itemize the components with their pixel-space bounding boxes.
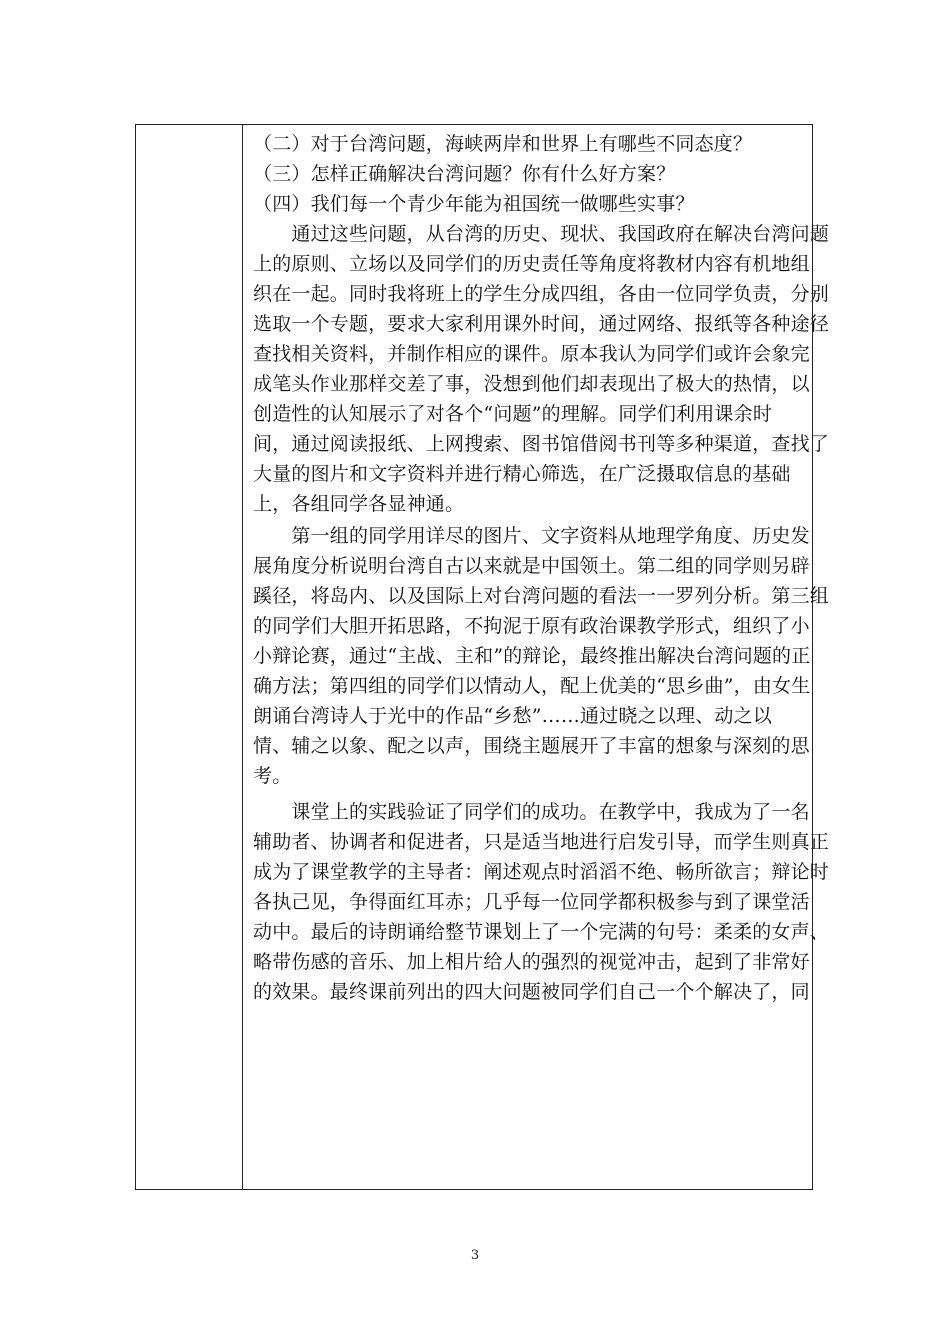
text-line: 上，各组同学各显神通。 <box>253 493 465 515</box>
text-line: 查找相关资料，并制作相应的课件。原本我认为同学们或许会象完 <box>253 343 810 365</box>
text-line: 展角度分析说明台湾自古以来就是中国领土。第二组的同学则另辟 <box>253 555 810 577</box>
text-line: 织在一起。同时我将班上的学生分成四组，各由一位同学负责，分别 <box>253 283 830 305</box>
text-line: 通过这些问题，从台湾的历史、现状、我国政府在解决台湾问题 <box>253 223 830 245</box>
text-line: 大量的图片和文字资料并进行精心筛选，在广泛摄取信息的基础 <box>253 463 791 485</box>
text-line: 略带伤感的音乐、加上相片给人的强烈的视觉冲击，起到了非常好 <box>253 951 810 973</box>
text-line: 课堂上的实践验证了同学们的成功。在教学中，我成为了一名 <box>253 801 810 823</box>
text-line: 蹊径，将岛内、以及国际上对台湾问题的看法一一罗列分析。第三组 <box>253 585 830 607</box>
text-line: 各执己见，争得面红耳赤；几乎每一位同学都积极参与到了课堂活 <box>253 891 810 913</box>
text-line: 第一组的同学用详尽的图片、文字资料从地理学角度、历史发 <box>253 525 810 547</box>
paragraph-2 <box>253 521 830 791</box>
text-line: 创造性的认知展示了对各个“问题”的理解。同学们利用课余时 <box>253 403 773 425</box>
text-line: 选取一个专题，要求大家利用课外时间，通过网络、报纸等各种途径 <box>253 313 830 335</box>
question-line: （三）怎样正确解决台湾问题？你有什么好方案？ <box>253 163 676 185</box>
table-left-column <box>136 125 243 1189</box>
text-line: 的效果。最终课前列出的四大问题被同学们自己一个个解决了，同 <box>253 981 810 1003</box>
text-line: 情、辅之以象、配之以声，围绕主题展开了丰富的想象与深刻的思 <box>253 735 810 757</box>
question-line: （四）我们每一个青少年能为祖国统一做哪些实事？ <box>253 193 695 215</box>
text-line: 成笔头作业那样交差了事，没想到他们却表现出了极大的热情，以 <box>253 373 810 395</box>
page-number: 3 <box>470 1248 480 1263</box>
question-line: （二）对于台湾问题，海峡两岸和世界上有哪些不同态度？ <box>253 133 753 155</box>
text-line: 成为了课堂教学的主导者：阐述观点时滔滔不绝、畅所欲言；辩论时 <box>253 861 830 883</box>
text-line: 确方法；第四组的同学们以情动人，配上优美的“思乡曲”，由女生 <box>253 675 811 697</box>
text-line: 上的原则、立场以及同学们的历史责任等角度将教材内容有机地组 <box>253 253 810 275</box>
text-line: 考。 <box>253 765 292 787</box>
text-line: 辅助者、协调者和促进者，只是适当地进行启发引导，而学生则真正 <box>253 831 830 853</box>
text-line: 间，通过阅读报纸、上网搜索、图书馆借阅书刊等多种渠道，查找了 <box>253 433 830 455</box>
text-line: 的同学们大胆开拓思路，不拘泥于原有政治课教学形式，组织了小 <box>253 615 810 637</box>
paragraph-3 <box>253 797 830 1007</box>
text-line: 动中。最后的诗朗诵给整节课划上了一个完满的句号：柔柔的女声、 <box>253 921 830 943</box>
content-table <box>135 124 830 1190</box>
table-text-column <box>243 125 830 1189</box>
text-line: 小辩论赛，通过“主战、主和”的辩论，最终推出解决台湾问题的正 <box>253 645 811 667</box>
text-line: 朗诵台湾诗人于光中的作品“乡愁”……通过晓之以理、动之以 <box>253 705 773 727</box>
paragraph-1 <box>253 219 830 519</box>
